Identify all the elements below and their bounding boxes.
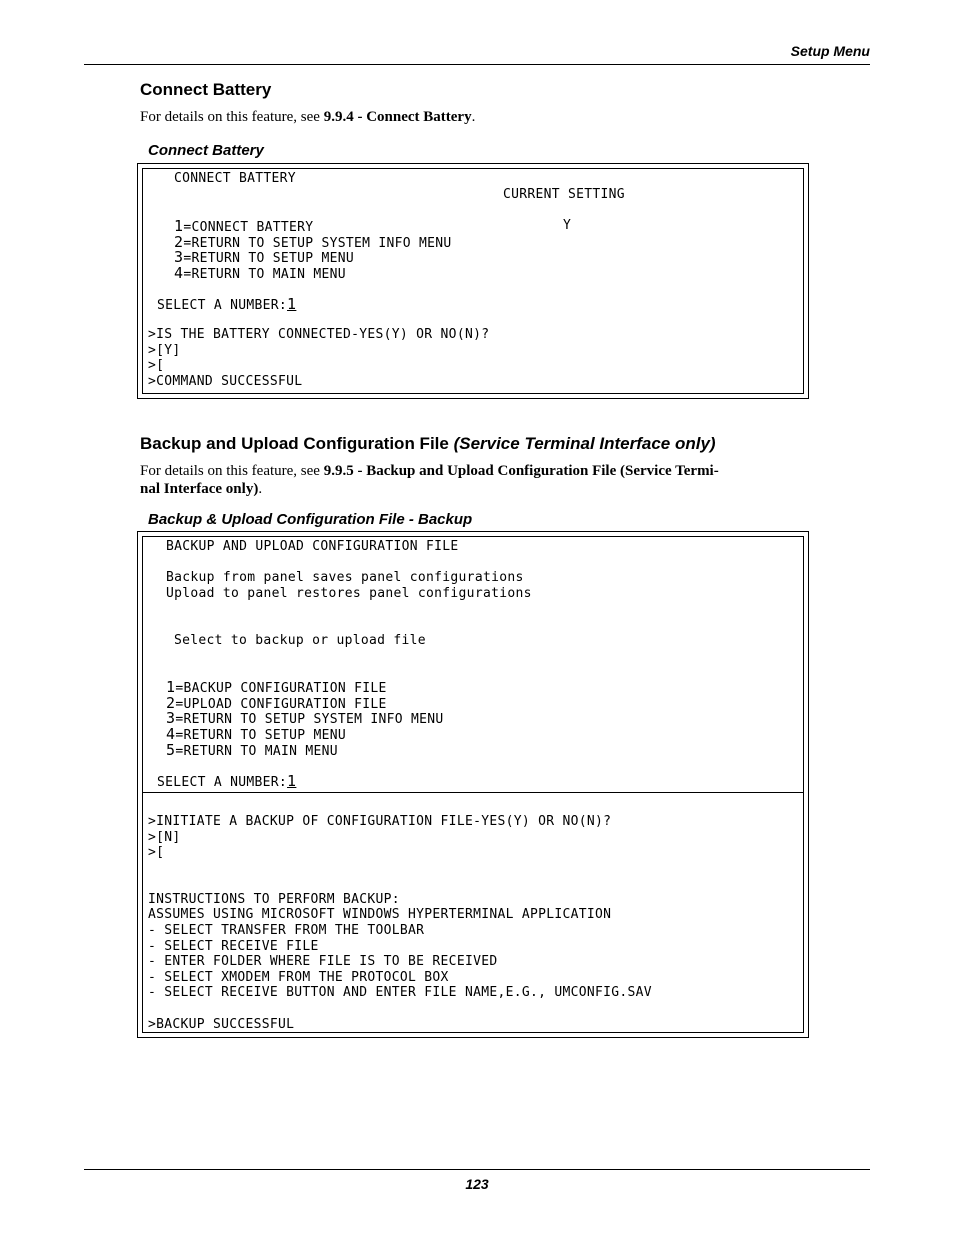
backup-result: >BACKUP SUCCESSFUL	[148, 1017, 295, 1032]
select-number-value: 1	[287, 772, 297, 790]
instruction-step: - SELECT XMODEM FROM THE PROTOCOL BOX	[148, 970, 449, 985]
terminal-title: BACKUP AND UPLOAD CONFIGURATION FILE	[166, 539, 459, 554]
terminal-screen-connect-battery	[137, 163, 809, 399]
select-number-value: 1	[287, 295, 297, 313]
backup-description: Backup from panel saves panel configurations	[166, 570, 524, 585]
menu-option-3: 3=RETURN TO SETUP MENU	[174, 248, 355, 266]
figure-caption: Connect Battery	[148, 142, 264, 159]
header-rule	[84, 64, 870, 65]
terminal-inner	[142, 536, 804, 1033]
menu-option-2: 2=RETURN TO SETUP SYSTEM INFO MENU	[174, 233, 452, 251]
select-number-prompt: SELECT A NUMBER:1	[157, 295, 297, 313]
para-prefix: For details on this feature, see	[140, 463, 324, 479]
cross-reference-link[interactable]: 9.9.4 - Connect Battery	[323, 109, 472, 125]
section-description	[140, 462, 860, 498]
select-number-prompt: SELECT A NUMBER:1	[157, 772, 297, 790]
instruction-step: - SELECT TRANSFER FROM THE TOOLBAR	[148, 923, 425, 938]
instructions-title: INSTRUCTIONS TO PERFORM BACKUP:	[148, 892, 400, 907]
para-suffix: .	[258, 481, 263, 497]
menu-option-4: 4=RETURN TO SETUP MENU	[166, 725, 347, 743]
instruction-step: - SELECT RECEIVE FILE	[148, 939, 319, 954]
cross-reference-link[interactable]: 9.9.5 - Backup and Upload Configuration File (Service Termi-	[323, 463, 719, 479]
input-cursor: >[	[148, 845, 165, 860]
upload-description: Upload to panel restores panel configurations	[166, 586, 532, 601]
terminal-divider	[142, 792, 804, 793]
para-suffix: .	[471, 109, 476, 125]
menu-option-5: 5=RETURN TO MAIN MENU	[166, 741, 338, 759]
command-result: >COMMAND SUCCESSFUL	[148, 374, 303, 389]
para-prefix: For details on this feature, see	[140, 109, 324, 125]
instruction-step: - ENTER FOLDER WHERE FILE IS TO BE RECEIVED	[148, 954, 498, 969]
current-setting-label: CURRENT SETTING	[503, 187, 625, 202]
menu-option-3: 3=RETURN TO SETUP SYSTEM INFO MENU	[166, 709, 444, 727]
page-number: 123	[465, 1176, 489, 1192]
menu-option-1: 1=CONNECT BATTERY	[174, 217, 314, 235]
backup-question: >INITIATE A BACKUP OF CONFIGURATION FILE-YES(Y) OR NO(N)?	[148, 814, 612, 829]
running-header: Setup Menu	[790, 43, 870, 59]
section-title-backup-upload: Backup and Upload Configuration File (Service Terminal Interface only)	[140, 434, 716, 453]
terminal-screen-backup	[137, 531, 809, 1038]
battery-question: >IS THE BATTERY CONNECTED-YES(Y) OR NO(N)?	[148, 327, 490, 342]
instruction-step: - SELECT RECEIVE BUTTON AND ENTER FILE NAME,E.G., UMCONFIG.SAV	[148, 985, 652, 1000]
terminal-title: CONNECT BATTERY	[174, 171, 296, 186]
backup-answer: >[N]	[148, 830, 181, 845]
section-description	[140, 108, 860, 126]
menu-option-4: 4=RETURN TO MAIN MENU	[174, 264, 346, 282]
battery-answer: >[Y]	[148, 343, 181, 358]
input-cursor: >[	[148, 358, 165, 373]
menu-option-1: 1=BACKUP CONFIGURATION FILE	[166, 678, 387, 696]
figure-caption: Backup & Upload Configuration File - Backup	[148, 511, 473, 528]
menu-option-2: 2=UPLOAD CONFIGURATION FILE	[166, 694, 387, 712]
option-1-current-value: Y	[563, 218, 572, 233]
select-instruction: Select to backup or upload file	[174, 633, 426, 648]
cross-reference-link-cont[interactable]: nal Interface only)	[140, 481, 259, 497]
footer-rule	[84, 1169, 870, 1170]
section-title-connect-battery: Connect Battery	[140, 80, 272, 99]
instructions-assumption: ASSUMES USING MICROSOFT WINDOWS HYPERTERMINAL APPLICATION	[148, 907, 612, 922]
terminal-inner	[142, 168, 804, 394]
